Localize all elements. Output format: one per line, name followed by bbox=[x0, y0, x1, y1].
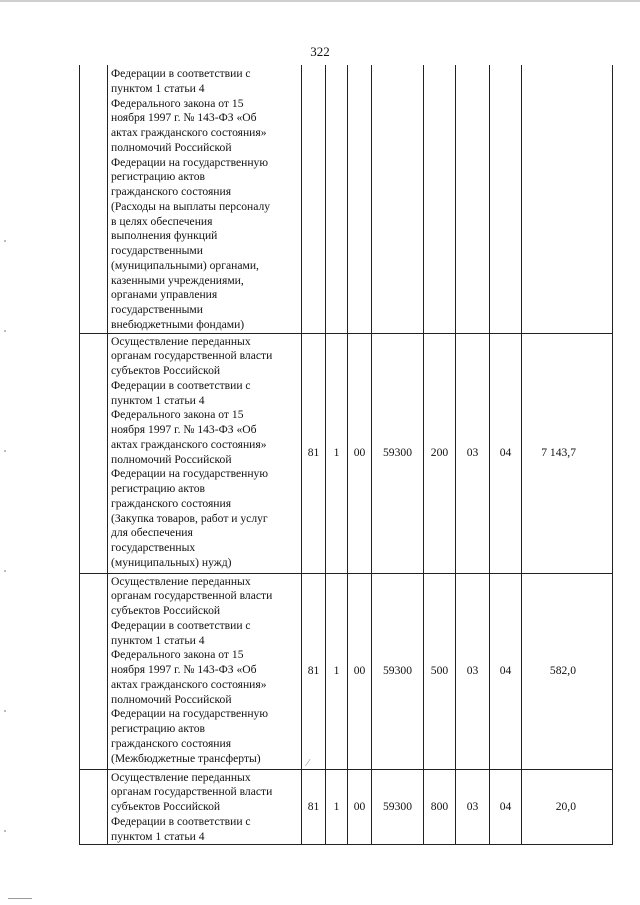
row-description: Осуществление переданных органам государственной власти субъектов Российской Федерации в соответствии с пунктом 1 статьи 4 Федерального закона от 15 ноября 1997 г. № 143-ФЗ «Об актах гражданского состояния» полномочий Российской Федерации на государственную регистрацию актов гражданского состояния (Межбюджетные трансферты) bbox=[108, 573, 302, 769]
cell-code-4 bbox=[372, 65, 424, 333]
scan-artifact-mark: ⁄ bbox=[307, 758, 309, 769]
cell-code-3: 00 bbox=[348, 333, 372, 573]
cell-code-1 bbox=[302, 65, 326, 333]
page-number: 322 bbox=[310, 44, 330, 59]
cell-amount: 20,0 bbox=[522, 769, 613, 845]
row-description: Федерации в соответствии с пунктом 1 статьи 4 Федерального закона от 15 ноября 1997 г. № 143-ФЗ «Об актах гражданского состояния» полномочий Российской Федерации на государственную регистрацию актов гражданского состояния (Расходы на выплаты персоналу в целях обеспечения выполнения функций государственными (муниципальными) органами, казенными учреждениями, органами управления государственными внебюджетными фондами) bbox=[108, 65, 302, 333]
row-description: Осуществление переданных органам государственной власти субъектов Российской Федерации в соответствии с пунктом 1 статьи 4 Федерального закона от 15 ноября 1997 г. № 143-ФЗ «Об актах гражданского состояния» полномочий Российской Федерации на государственную регистрацию актов гражданского состояния (Закупка товаров, работ и услуг для обеспечения государственных (муниципальных) нужд) bbox=[108, 333, 302, 573]
cell-amount: 582,0 bbox=[522, 573, 613, 769]
cell-code-7 bbox=[490, 65, 522, 333]
cell-code-6 bbox=[456, 65, 490, 333]
cell-code-3: 00 bbox=[348, 573, 372, 769]
cell-code-2: 1 bbox=[326, 573, 348, 769]
budget-table bbox=[79, 65, 613, 845]
cell-code-3: 00 bbox=[348, 769, 372, 845]
cell-code-7: 04 bbox=[490, 573, 522, 769]
cell-code-2 bbox=[326, 65, 348, 333]
top-scan-rule bbox=[0, 0, 640, 2]
blank-cell bbox=[80, 333, 108, 573]
cell-code-2: 1 bbox=[326, 769, 348, 845]
blank-cell bbox=[80, 769, 108, 845]
blank-cell bbox=[80, 65, 108, 333]
blank-cell bbox=[80, 573, 108, 769]
table-row bbox=[80, 573, 613, 769]
cell-code-4: 59300 bbox=[372, 573, 424, 769]
cell-code-5: 800 bbox=[424, 769, 456, 845]
cell-code-4: 59300 bbox=[372, 333, 424, 573]
scan-bottom-mark bbox=[8, 898, 32, 899]
table-row bbox=[80, 769, 613, 845]
cell-amount bbox=[522, 65, 613, 333]
cell-code-2: 1 bbox=[326, 333, 348, 573]
cell-code-5 bbox=[424, 65, 456, 333]
cell-amount: 7 143,7 bbox=[522, 333, 613, 573]
cell-code-6: 03 bbox=[456, 573, 490, 769]
cell-code-1: 81 bbox=[302, 769, 326, 845]
cell-code-6: 03 bbox=[456, 333, 490, 573]
cell-code-3 bbox=[348, 65, 372, 333]
cell-code-1: 81 bbox=[302, 573, 326, 769]
cell-code-1: 81 bbox=[302, 333, 326, 573]
cell-code-5: 200 bbox=[424, 333, 456, 573]
cell-code-5: 500 bbox=[424, 573, 456, 769]
cell-code-4: 59300 bbox=[372, 769, 424, 845]
cell-code-7: 04 bbox=[490, 769, 522, 845]
table-row bbox=[80, 333, 613, 573]
cell-code-6: 03 bbox=[456, 769, 490, 845]
row-description: Осуществление переданных органам государственной власти субъектов Российской Федерации в соответствии с пунктом 1 статьи 4 bbox=[108, 769, 302, 845]
table-row bbox=[80, 65, 613, 333]
scan-edge-dots bbox=[4, 240, 6, 840]
cell-code-7: 04 bbox=[490, 333, 522, 573]
